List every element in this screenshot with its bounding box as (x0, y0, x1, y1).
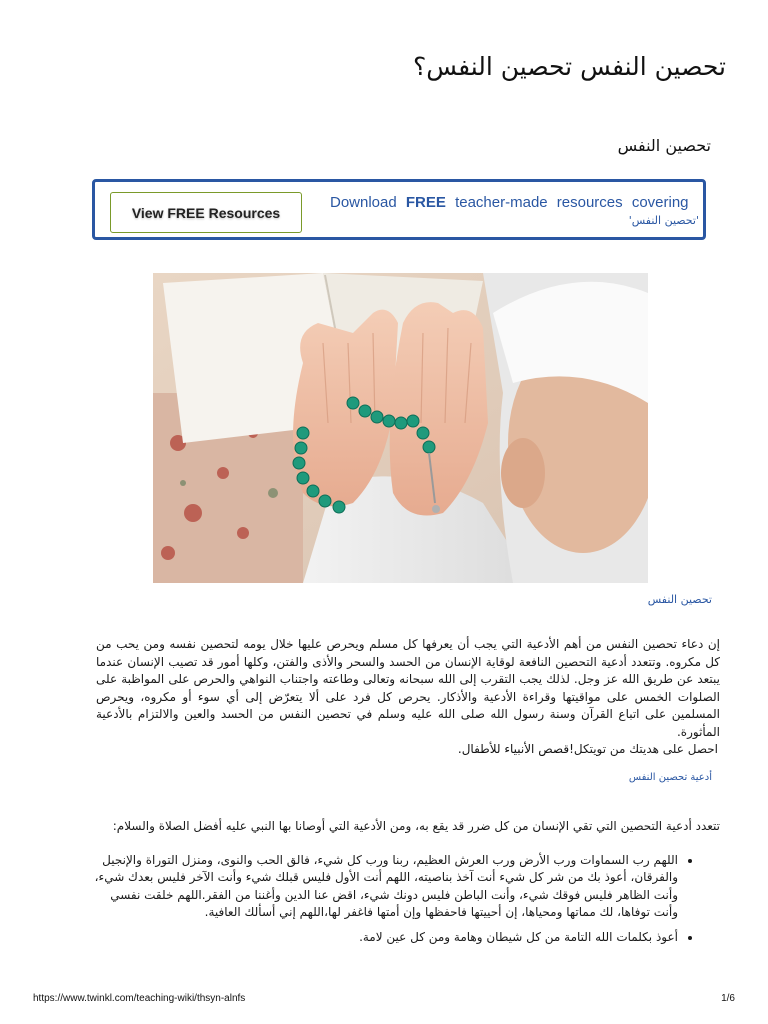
list-item: • أعوذ بكلمات الله التامة من كل شيطان وهامة ومن كل عين لامة. (88, 929, 678, 946)
promo-text-prefix: Download (330, 194, 406, 211)
list-item: • اللهم رب السماوات ورب الأرض ورب العرش العظيم، ربنا ورب كل شيء، فالق الحب والنوى، ومنزل التوراة والإنجيل والفرقان، أعوذ بك من شر كل شيء أنت آخذ بناصيته، اللهم أنت الأول فليس قبلك شيء وأنت الآخر فليس بعدك شيء، وأنت الظاهر فليس فوقك شيء، وأنت الباطن فليس دونك شيء، اقض عنا الدين وأغننا من الفقر.اللهم خلقت نفسي وأنت توفاها، لك مماتها ومحياها، إن أحييتها فاحفظها وإن أمتها فاغفر لها،اللهم إني أسألك العافية. (88, 852, 678, 921)
praying-hands-photo (153, 273, 648, 583)
prophets-stories-link[interactable]: قصص الأنبياء للأطفال. (457, 742, 570, 756)
promo-text-suffix: teacher-made resources covering (445, 194, 689, 211)
page-number: 1/6 (721, 993, 735, 1004)
promo-text-bold: FREE (405, 194, 446, 211)
page-title: تحصين النفس تحصين النفس؟ (412, 52, 726, 81)
supplications-link[interactable]: أدعية تحصين النفس (628, 772, 712, 783)
promo-text[interactable] (330, 194, 706, 211)
section-subtitle: تحصين النفس (617, 136, 711, 155)
promo-topic-link[interactable]: 'تحصين النفس' (628, 214, 699, 227)
intro-paragraph: إن دعاء تحصين النفس من أهم الأدعية التي يجب أن يعرفها كل مسلم ويحرص عليها خلال يومه لتحصين نفسه ومن يحب من كل مكروه. وتتعدد أدعية التحصين النافعة لوقاية الإنسان من الحسد والسحر والأذى والفتن، وكلها أمور قد تصيب الإنسان عندما يبتعد عن طريق الله عز وجل. لذلك يجب التقرب إلى الله سبحانه وتعالى وطاعته واجتناب النواهي والحرص على المواظبة على الصلوات الخمس على مواقيتها وقراءة الأدعية والأذكار. يحرص كل فرد على ألا يتعرّض إلى أي سوء أو مكروه، ويحرص المسلمين على اتباع القرآن وسنة رسول الله صلى الله عليه وسلم في تحصين النفس من الحسد والعين والالتزام بالأدعية المأثورة. (96, 637, 720, 739)
footer-url: https://www.twinkl.com/teaching-wiki/thsyn-alnfs (33, 993, 246, 1004)
supplications-list (88, 852, 696, 954)
image-caption-link[interactable]: تحصين النفس (647, 593, 712, 606)
promo-banner (92, 179, 706, 240)
gift-text: احصل على هديتك من تويتكل! (569, 742, 718, 756)
supplications-intro: تتعدد أدعية التحصين التي تقي الإنسان من كل ضرر قد يقع به، ومن الأدعية التي أوصانا بها النبي عليه أفضل الصلاة والسلام: (112, 819, 720, 833)
gift-paragraph (118, 742, 718, 756)
view-free-resources-button[interactable]: View FREE Resources (110, 192, 302, 233)
